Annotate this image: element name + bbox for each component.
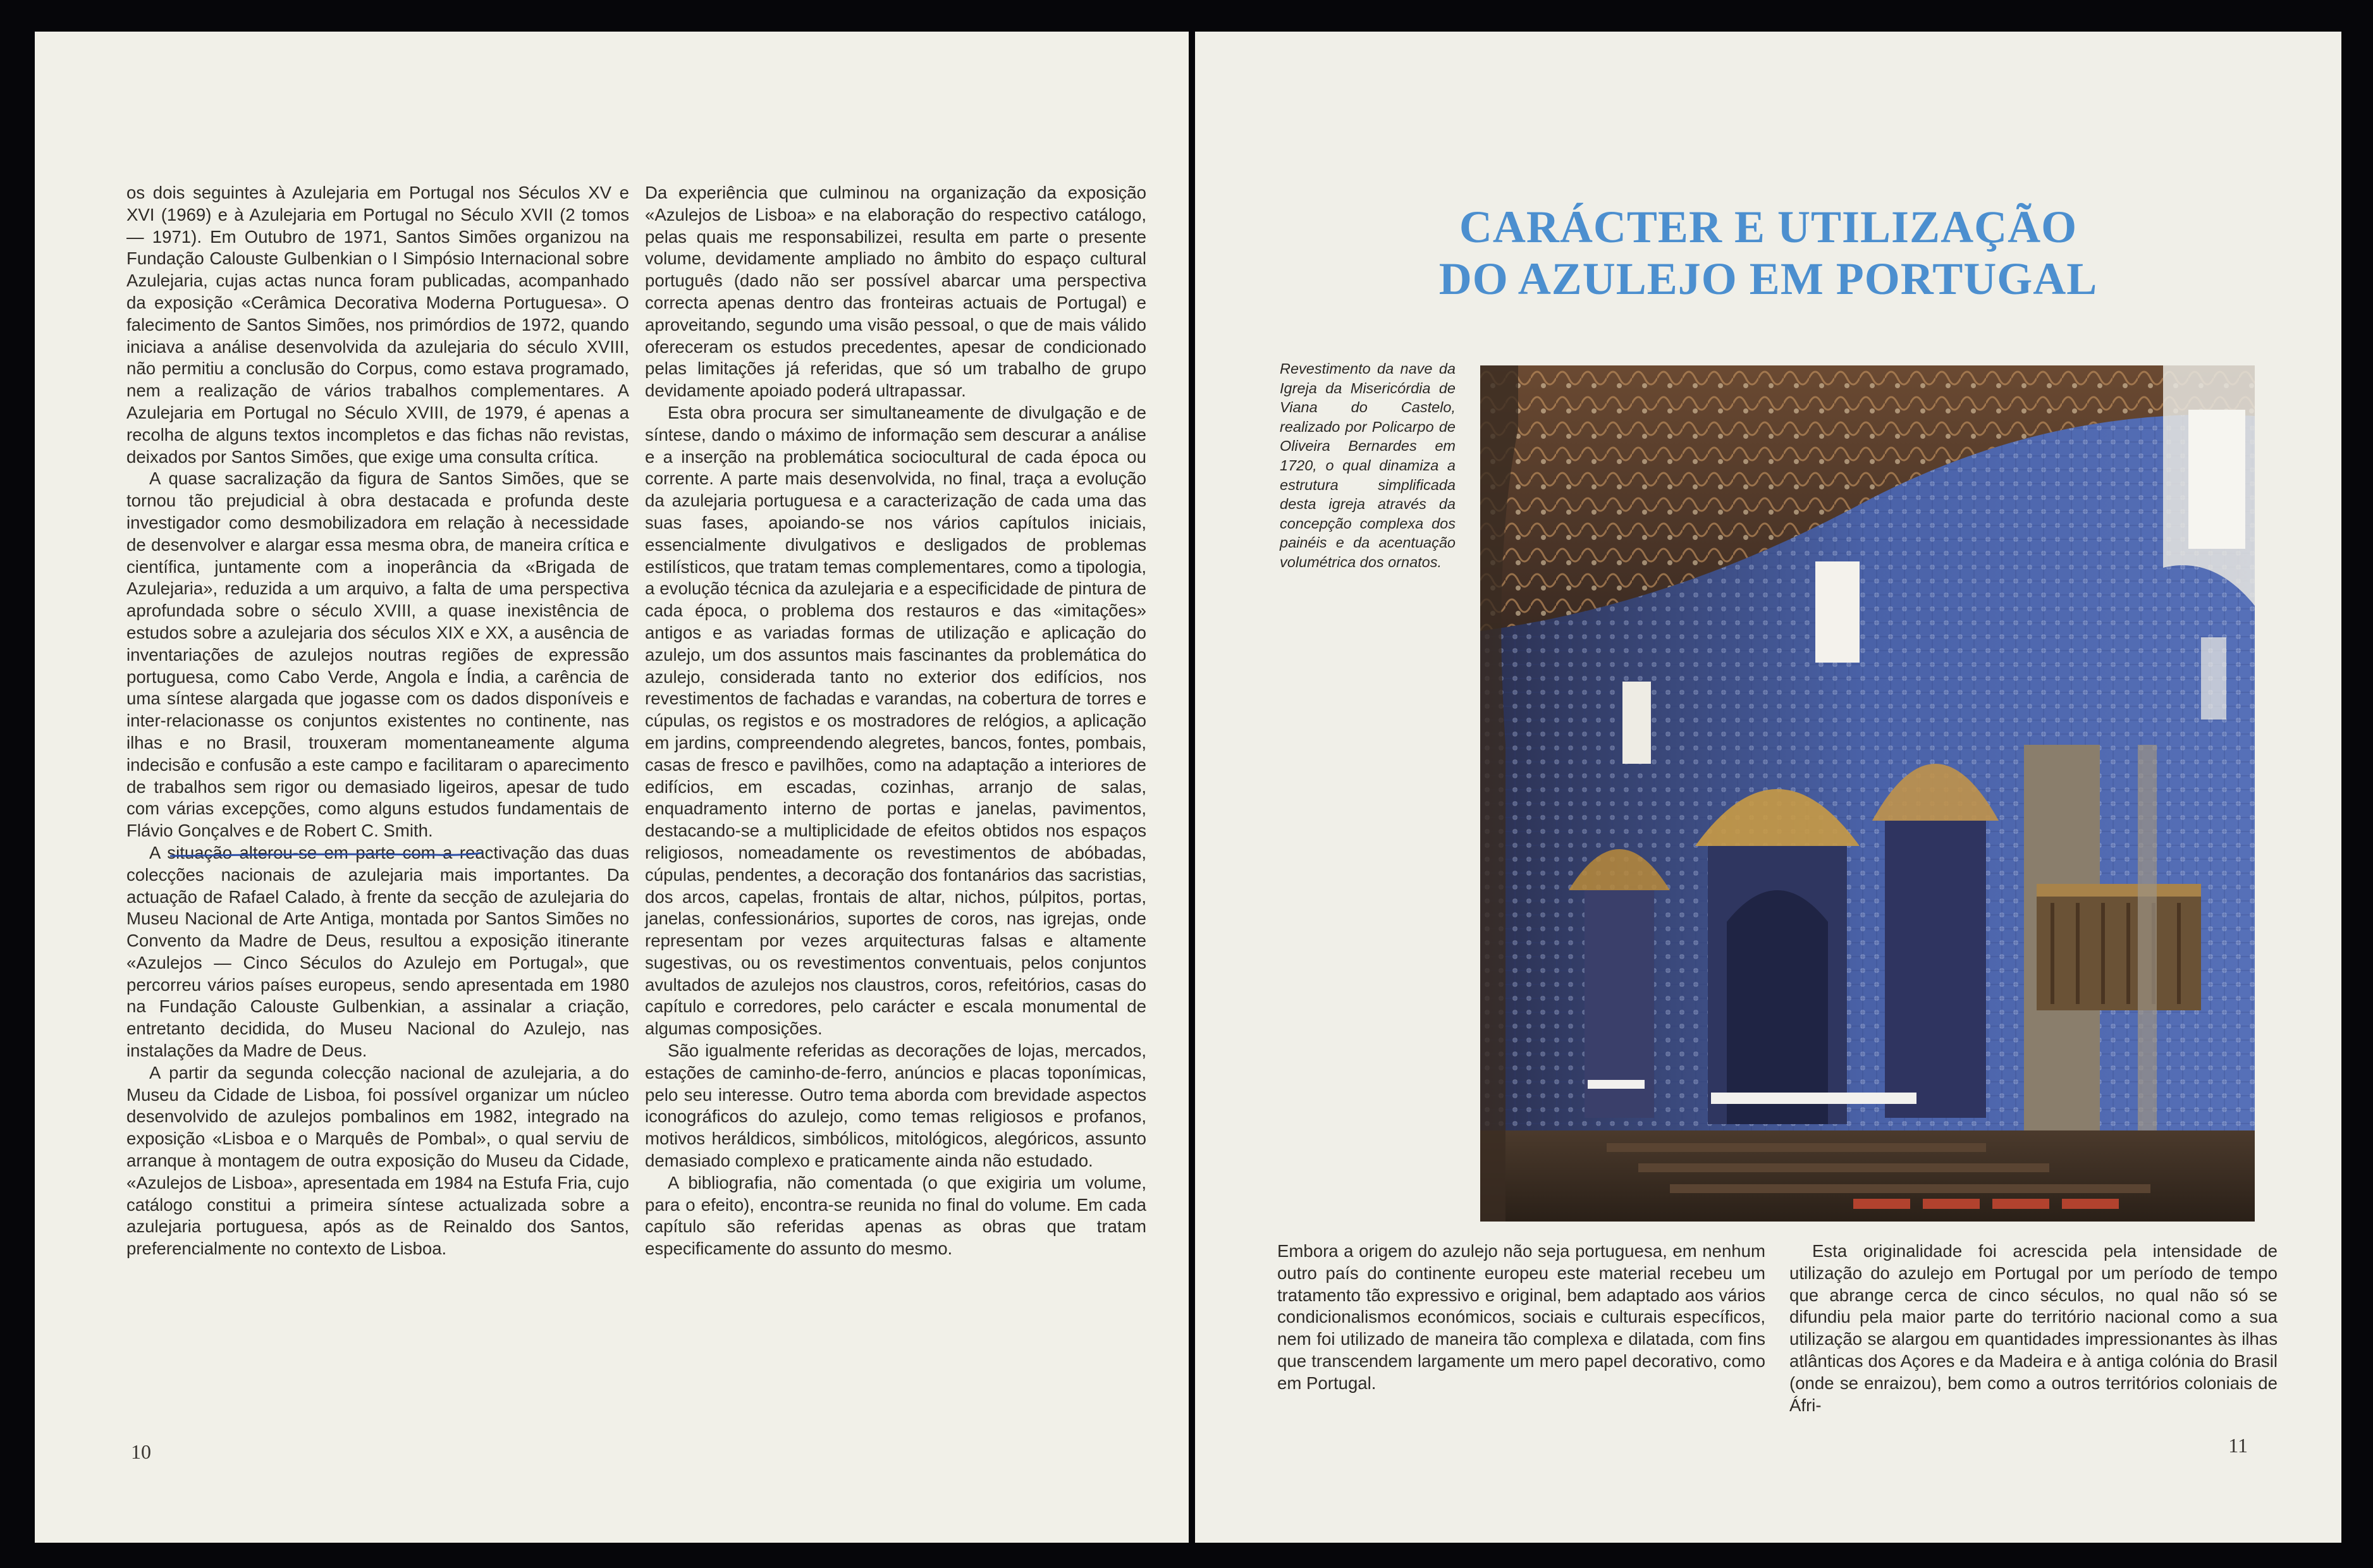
photo-caption: Revestimento da nave da Igreja da Misericórdia de Viana do Castelo, realizado por Policarpo de Oliveira Bernardes em 1720, o qual dinamiza a estrutura simplificada desta igreja através da concepção complexa dos painéis e da acentuação volumétrica dos ornatos. bbox=[1280, 360, 1456, 570]
page-number: 11 bbox=[2228, 1434, 2248, 1457]
chapter-title-line: CARÁCTER E UTILIZAÇÃO bbox=[1459, 202, 2078, 252]
paragraph: Esta originalidade foi acrescida pela intensidade de utilização do azulejo em Portugal por um período de tempo que abrange cerca de cinco séculos, no qual não só se difundiu pela maior parte do território nacional como a sua utilização se alargou em quantidades impressionantes às ilhas atlânticas dos Açores e da Madeira e à antiga colónia do Brasil (onde se enraizou), bem como a outros territórios coloniais de Áfri- bbox=[1789, 1241, 2278, 1415]
church-interior-illustration bbox=[1480, 365, 2255, 1222]
paragraph: Embora a origem do azulejo não seja portuguesa, em nenhum outro país do continente europeu este material recebeu um tratamento tão expressivo e original, bem adaptado aos vários condicionalismos económicos, sociais e culturais específicos, nem foi utilizado de maneira tão complexa e dilatada, com fins que transcendem largamente um mero papel decorativo, como em Portugal. bbox=[1277, 1241, 1765, 1393]
paragraph: Esta obra procura ser simultaneamente de divulgação e de síntese, dando o máximo de informação sem descurar a análise e a inserção na problemática sociocultural de cada época ou corrente. A parte mais desenvolvida, no final, traça a evolução da azulejaria portuguesa e a caracterização de cada uma das suas fases, apoiando-se nos vários capítulos iniciais, essencialmente divulgativos e desligados de problemas estilísticos, que tratam temas complementares, como a tipologia, a evolução técnica da azulejaria e a especificidade de pintura de cada época, o problema dos restauros e das «imitações» antigos e as variadas formas de utilização e aplicação do azulejo, um dos assuntos mais fascinantes da problemática do azulejo, considerada tanto no exterior dos edifícios, nos revestimentos de fachadas e varandas, na cobertura de torres e cúpulas, os registos e os mostradores de relógios, a aplicação em jardins, compreendendo alegretes, bancos, fontes, pombais, casas de fresco e pavilhões, como na adaptação a interiores de edifícios, em escadas, cozinhas, arranjo de salas, enquadramento interno de portas e janelas, pavimentos, destacando-se a multiplicidade de efeitos obtidos nos espaços religiosos, nomeadamente os revestimentos de abóbadas, cúpulas, pendentes, a decoração dos fontanários das sacristias, dos arcos, capelas, frontais de altar, nichos, púlpitos, portas, janelas, confessionários, suportes de coros, nas igrejas, onde representam por vezes arquitecturas falsas e altamente sugestivas, ou os revestimentos conventuais, pelos conjuntos avultados de azulejos nos claustros, coros, refeitórios, casas do capítulo e corredores, pelo carácter e escala monumental de algumas composições. bbox=[645, 402, 1146, 1039]
left-column-2 bbox=[645, 182, 1146, 1260]
left-column-1 bbox=[126, 182, 629, 1260]
paragraph: São igualmente referidas as decorações de lojas, mercados, estações de caminho-de-ferro, anúncios e placas toponímicas, pelo seu interesse. Outro tema aborda com brevidade aspectos iconográficos do azulejo, como temas religiosos e profanos, motivos heráldicos, simbólicos, mitológicos, alegóricos, assunto demasiado complexo e praticamente ainda não estudado. bbox=[645, 1041, 1146, 1171]
right-column-2 bbox=[1789, 1240, 2278, 1416]
right-page bbox=[1195, 32, 2341, 1543]
left-page bbox=[35, 32, 1189, 1543]
chapter-title bbox=[1195, 201, 2341, 305]
paragraph: os dois seguintes à Azulejaria em Portugal nos Séculos XV e XVI (1969) e à Azulejaria em Portugal no Século XVII (2 tomos — 1971). Em Outubro de 1971, Santos Simões organizou na Fundação Calouste Gulbenkian o I Simpósio Internacional sobre Azulejaria, cujas actas nunca foram publicadas, acompanhado da exposição «Cerâmica Decorativa Moderna Portuguesa». O falecimento de Santos Simões, nos primórdios de 1972, quando iniciava a análise desenvolvida da azulejaria do século XVIII, não permitiu a conclusão do Corpus, como estava programado, nem a realização de vários trabalhos complementares. A Azulejaria em Portugal no Século XVIII, de 1979, é apenas a recolha de alguns textos incompletos e das fichas não revistas, deixados por Santos Simões, que exige uma consulta crítica. bbox=[126, 183, 629, 467]
paragraph: A partir da segunda colecção nacional de azulejaria, a do Museu da Cidade de Lisboa, foi possível organizar um núcleo desenvolvido de azulejos pombalinos em 1982, integrado na exposição «Lisboa e o Marquês de Pombal», o qual serviu de arranque à montagem de outra exposição do Museu da Cidade, «Azulejos de Lisboa», apresentada em 1984 na Estufa Fria, cujo catálogo constitui a primeira síntese actualizada sobre a azulejaria portuguesa, após as de Reinaldo dos Santos, preferencialmente no contexto de Lisboa. bbox=[126, 1062, 629, 1259]
right-column-1 bbox=[1277, 1240, 1765, 1395]
paragraph: Da experiência que culminou na organização da exposição «Azulejos de Lisboa» e na elaboração do respectivo catálogo, pelas quais me responsabilizei, resulta em parte o presente volume, devidamente ampliado no âmbito do espaço cultural português (dado não ser possível abarcar uma perspectiva correcta apenas dentro das fronteiras actuais de Portugal) e aproveitando, segundo uma visão pessoal, o que de mais válido ofereceram os estudos precedentes, apesar de condicionado pelas limitações já referidas, que só um trabalho de grupo devidamente apoiado poderá ultrapassar. bbox=[645, 183, 1146, 401]
paragraph: A quase sacralização da figura de Santos Simões, que se tornou tão prejudicial à obra destacada e profunda deste investigador como desmobilizadora em relação à necessidade de desenvolver e alargar essa mesma obra, de maneira crítica e científica, juntamente com a inoperância da «Brigada de Azulejaria», reduzida a um arquivo, a falta de uma perspectiva aprofundada sobre o século XVIII, a quase inexistência de estudos sobre a azulejaria dos séculos XIX e XX, a ausência de inventariações de azulejos noutras regiões de expressão portuguesa, como Cabo Verde, Angola e Índia, a carência de uma síntese alargada que jogasse com os dados disponíveis e inter-relacionasse os conjuntos existentes no continente, nas ilhas e no Brasil, trouxeram momentaneamente alguma indecisão e confusão a este campo e facilitaram o aparecimento de trabalhos sem rigor ou demasiado ligeiros, apesar de tudo com várias excepções, como alguns estudos fundamentais de Flávio Gonçalves e de Robert C. Smith. bbox=[126, 469, 629, 841]
church-interior-photo bbox=[1480, 365, 2255, 1222]
pen-underline-annotation bbox=[169, 851, 485, 859]
paragraph: A bibliografia, não comentada (o que exigiria um volume, para o efeito), encontra-se reunida no final do volume. Em cada capítulo são referidas apenas as obras que tratam especificamente do assunto do mesmo. bbox=[645, 1172, 1146, 1259]
page-number: 10 bbox=[131, 1440, 151, 1463]
chapter-title-line: DO AZULEJO EM PORTUGAL bbox=[1438, 254, 2098, 304]
paragraph: A situação alterou-se em parte com a reactivação das duas colecções nacionais de azulejaria mais importantes. Da actuação de Rafael Calado, à frente da secção de azulejaria do Museu Nacional de Arte Antiga, montada por Santos Simões no Convento da Madre de Deus, resultou a exposição itinerante «Azulejos — Cinco Séculos do Azulejo em Portugal», que percorreu vários países europeus, sendo apresentada em 1980 na Fundação Calouste Gulbenkian, a assinalar a criação, entretanto decidida, do Museu Nacional do Azulejo, nas instalações da Madre de Deus. bbox=[126, 842, 629, 1061]
